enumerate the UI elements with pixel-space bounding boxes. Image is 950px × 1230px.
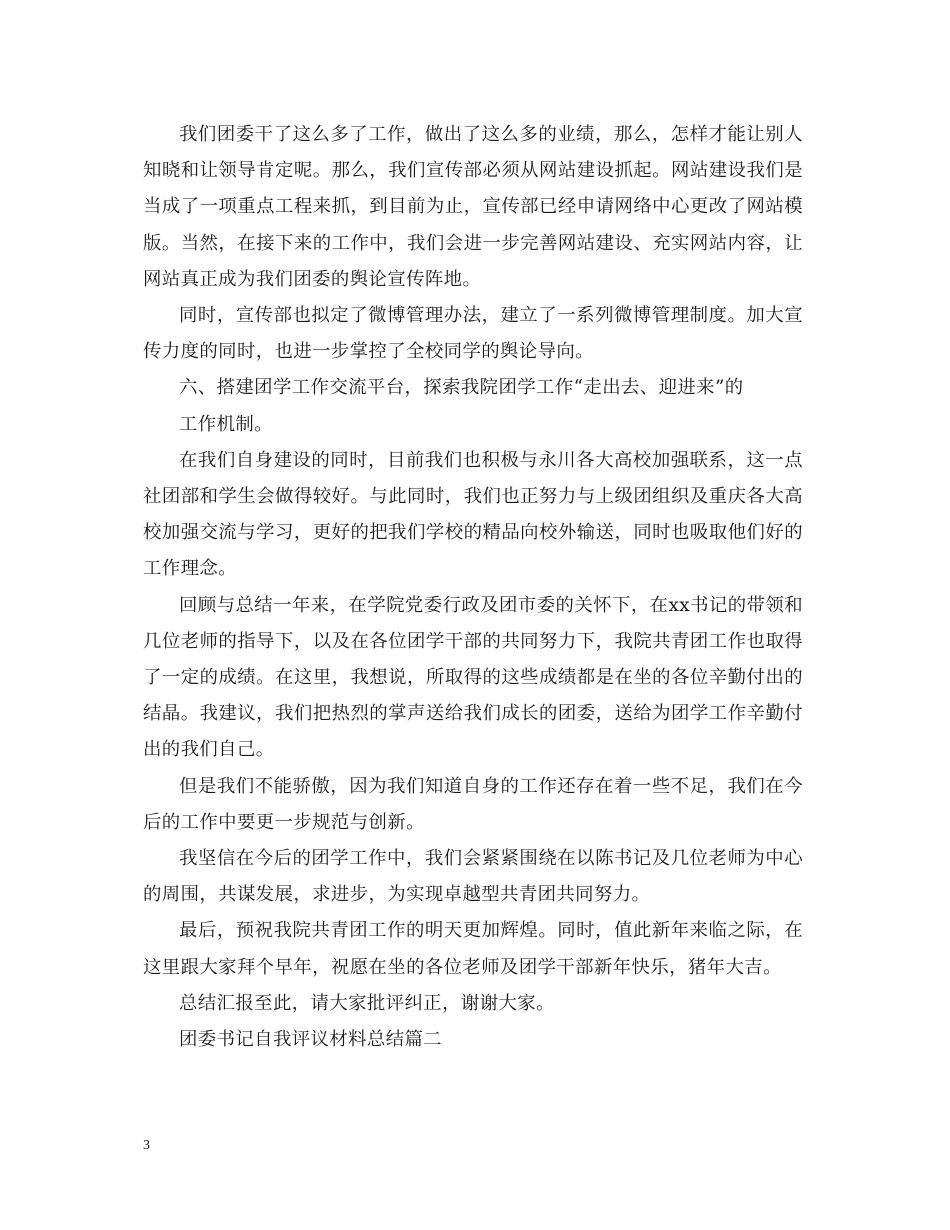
paragraph-closing: 总结汇报至此，请大家批评纠正，谢谢大家。 [179, 992, 555, 1014]
paragraph-weibo-management: 同时，宣传部也拟定了微博管理办法，建立了一系列微博管理制度。加大宣传力度的同时，也进一步掌控了全校同学的舆论导向。 [143, 305, 803, 363]
page-number: 3 [143, 1138, 150, 1153]
paragraph-next-section-title: 团委书记自我评议材料总结篇二 [179, 1029, 443, 1051]
paragraph-shortcomings: 但是我们不能骄傲，因为我们知道自身的工作还存在着一些不足，我们在今后的工作中要更一步规范与创新。 [143, 775, 803, 833]
paragraph-website-construction: 我们团委干了这么多了工作，做出了这么多的业绩，那么，怎样才能让别人知晓和让领导肯定呢。那么，我们宣传部必须从网站建设抓起。网站建设我们是当成了一项重点工程来抓，到目前为止，宣传部已经申请网络中心更改了网站模版。当然，在接下来的工作中，我们会进一步完善网站建设、充实网站内容，让网站真正成为我们团委的舆论宣传阵地。 [143, 124, 803, 290]
paragraph-new-year-wishes: 最后，预祝我院共青团工作的明天更加辉煌。同时，值此新年来临之际，在这里跟大家拜个早年，祝愿在坐的各位老师及团学干部新年快乐，猪年大吉。 [143, 920, 803, 978]
paragraph-external-exchange: 在我们自身建设的同时，目前我们也积极与永川各大高校加强联系，这一点社团部和学生会做得较好。与此同时，我们也正努力与上级团组织及重庆各大高校加强交流与学习，更好的把我们学校的精品向校外输送，同时也吸取他们好的工作理念。 [143, 449, 803, 580]
section-heading-line-2: 工作机制。 [179, 413, 273, 435]
document-body [143, 117, 803, 1058]
section-heading-line-1: 六、搭建团学工作交流平台，探索我院团学工作“走出去、迎进来”的 [179, 377, 744, 399]
paragraph-year-review: 回顾与总结一年来，在学院党委行政及团市委的关怀下，在xx书记的带领和几位老师的指导下，以及在各位团学干部的共同努力下，我院共青团工作也取得了一定的成绩。在这里，我想说，所取得的这些成绩都是在坐的各位辛勤付出的结晶。我建议，我们把热烈的掌声送给我们成长的团委，送给为团学工作辛勤付出的我们自己。 [143, 594, 803, 761]
paragraph-commitment: 我坚信在今后的团学工作中，我们会紧紧围绕在以陈书记及几位老师为中心的周围，共谋发展，求进步，为实现卓越型共青团共同努力。 [143, 848, 803, 906]
